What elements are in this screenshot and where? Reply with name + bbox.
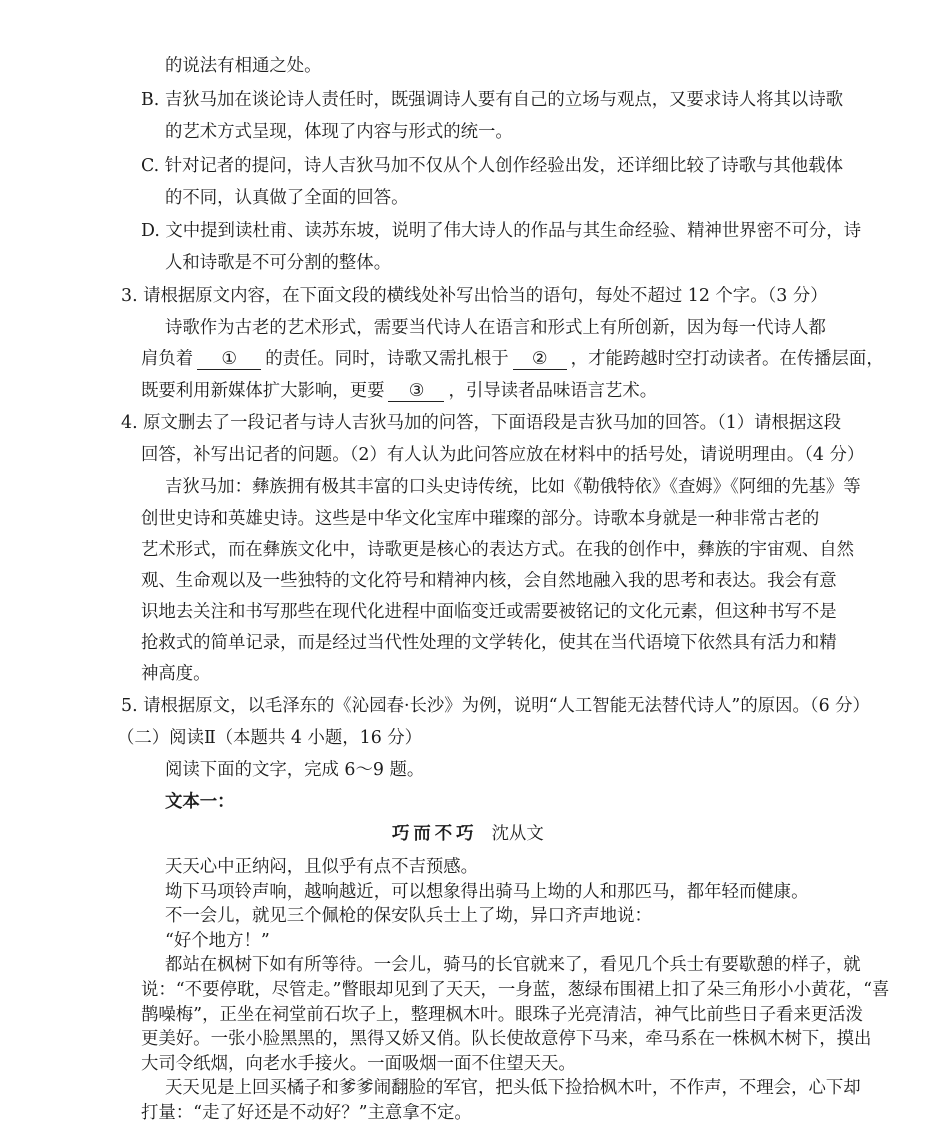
q3-passage-line-2 xyxy=(141,347,884,371)
story-line-10: 天天见是上回买橘子和爹爹闹翻脸的军官，把头低下捡拾枫木叶，不作声，不理会，心下却 xyxy=(165,1078,861,1098)
q5-stem: 5. 请根据原文，以毛泽东的《沁园春·长沙》为例，说明“人工智能无法替代诗人”的原因。（6 分） xyxy=(121,696,870,716)
q4-passage-line-5: 识地去关注和书写那些在现代化进程中面临变迁或需要被铭记的文化元素，但这种书写不是 xyxy=(141,602,837,622)
q3-passage-line-1: 诗歌作为古老的艺术形式，需要当代诗人在语言和形式上有所创新，因为每一代诗人都 xyxy=(165,318,826,338)
story-line-11: 打量：“走了好还是不动好？”主意拿不定。 xyxy=(141,1103,472,1123)
q3-text: ，引导读者品味语言艺术。 xyxy=(448,381,658,401)
q2-option-d-continued: 人和诗歌是不可分割的整体。 xyxy=(165,253,392,273)
story-line-2: 坳下马项铃声响，越响越近，可以想象得出骑马上坳的人和那匹马，都年轻而健康。 xyxy=(165,882,809,902)
q4-passage-line-2: 创世史诗和英雄史诗。这些是中华文化宝库中璀璨的部分。诗歌本身就是一种非常古老的 xyxy=(141,509,820,529)
q4-passage-line-6: 抢救式的简单记录，而是经过当代性处理的文学转化，使其在当代语境下依然具有活力和精 xyxy=(141,633,837,653)
story-author: 沈从文 xyxy=(491,824,544,844)
story-title: 巧而不巧 xyxy=(392,824,478,844)
section-heading: （二）阅读Ⅱ（本题共 4 小题，16 分） xyxy=(117,728,423,748)
story-line-1: 天天心中正纳闷，且似乎有点不吉预感。 xyxy=(165,857,479,877)
story-line-7: 鹊噪梅”，正坐在祠堂前石坎子上，整理枫木叶。眼珠子光亮清洁，神气比前些日子看来更活泼 xyxy=(141,1005,863,1025)
q4-passage-line-4: 观、生命观以及一些独特的文化符号和精神内核，会自然地融入我的思考和表达。我会有意 xyxy=(141,571,837,591)
q3-passage-line-3 xyxy=(141,379,657,403)
q2-option-b-continued: 的艺术方式呈现，体现了内容与形式的统一。 xyxy=(165,122,513,142)
q2-option-c: C. 针对记者的提问，诗人吉狄马加不仅从个人创作经验出发，还详细比较了诗歌与其他载体 xyxy=(141,156,843,176)
q3-text: 既要利用新媒体扩大影响，更要 xyxy=(141,381,385,401)
q3-blank-1[interactable]: ① xyxy=(197,349,261,370)
q2-option-b: B. 吉狄马加在谈论诗人责任时，既强调诗人要有自己的立场与观点，又要求诗人将其以诗歌 xyxy=(141,90,844,110)
q4-stem: 4. 原文删去了一段记者与诗人吉狄马加的问答，下面语段是吉狄马加的回答。（1）请根据这段 xyxy=(121,413,842,433)
q4-stem-continued: 回答，补写出记者的问题。（2）有人认为此问答应放在材料中的括号处，请说明理由。（4 分） xyxy=(141,445,865,465)
q4-passage-line-7: 神高度。 xyxy=(141,664,211,684)
q2-option-d: D. 文中提到读杜甫、读苏东坡，说明了伟大诗人的作品与其生命经验、精神世界密不可分，诗 xyxy=(141,221,862,241)
story-line-5: 都站在枫树下如有所等待。一会儿，骑马的长官就来了，看见几个兵士有要歇憩的样子，就 xyxy=(165,955,861,975)
story-line-9: 大司令纸烟，向老水手接火。一面吸烟一面不住望天天。 xyxy=(141,1054,576,1074)
q3-text: ，才能跨越时空打动读者。在传播层面， xyxy=(570,349,884,369)
story-line-8: 更美好。一张小脸黑黑的，黑得又娇又俏。队长使故意停下马来，牵马系在一株枫木树下，摸出 xyxy=(141,1029,872,1049)
q3-blank-3[interactable]: ③ xyxy=(388,381,444,402)
q2-option-c-continued: 的不同，认真做了全面的回答。 xyxy=(165,188,409,208)
q4-passage-line-1: 吉狄马加：彝族拥有极其丰富的口头史诗传统，比如《勒俄特依》《查姆》《阿细的先基》等 xyxy=(165,477,861,497)
story-line-3: 不一会儿，就见三个佩枪的保安队兵士上了坳，异口齐声地说： xyxy=(165,906,652,926)
section-instruction: 阅读下面的文字，完成 6～9 题。 xyxy=(165,760,425,780)
q3-blank-2[interactable]: ② xyxy=(513,349,567,370)
q4-passage-line-3: 艺术形式，而在彝族文化中，诗歌更是核心的表达方式。在我的创作中，彝族的宇宙观、自然 xyxy=(141,540,855,560)
story-line-4: “好个地方！” xyxy=(165,931,270,951)
q3-text: 的责任。同时，诗歌又需扎根于 xyxy=(265,349,509,369)
q3-text: 肩负着 xyxy=(141,349,194,369)
story-line-6: 说：“不要停耽，尽管走。”瞥眼却见到了天天，一身蓝，葱绿布围裙上扣了朵三角形小小黄花，“喜 xyxy=(141,980,890,1000)
q2-option-a-continued: 的说法有相通之处。 xyxy=(165,56,322,76)
story-title-line xyxy=(392,822,544,846)
text-one-label: 文本一： xyxy=(165,792,235,812)
q3-stem: 3. 请根据原文内容，在下面文段的横线处补写出恰当的语句，每处不超过 12 个字。（3 分） xyxy=(121,286,828,306)
